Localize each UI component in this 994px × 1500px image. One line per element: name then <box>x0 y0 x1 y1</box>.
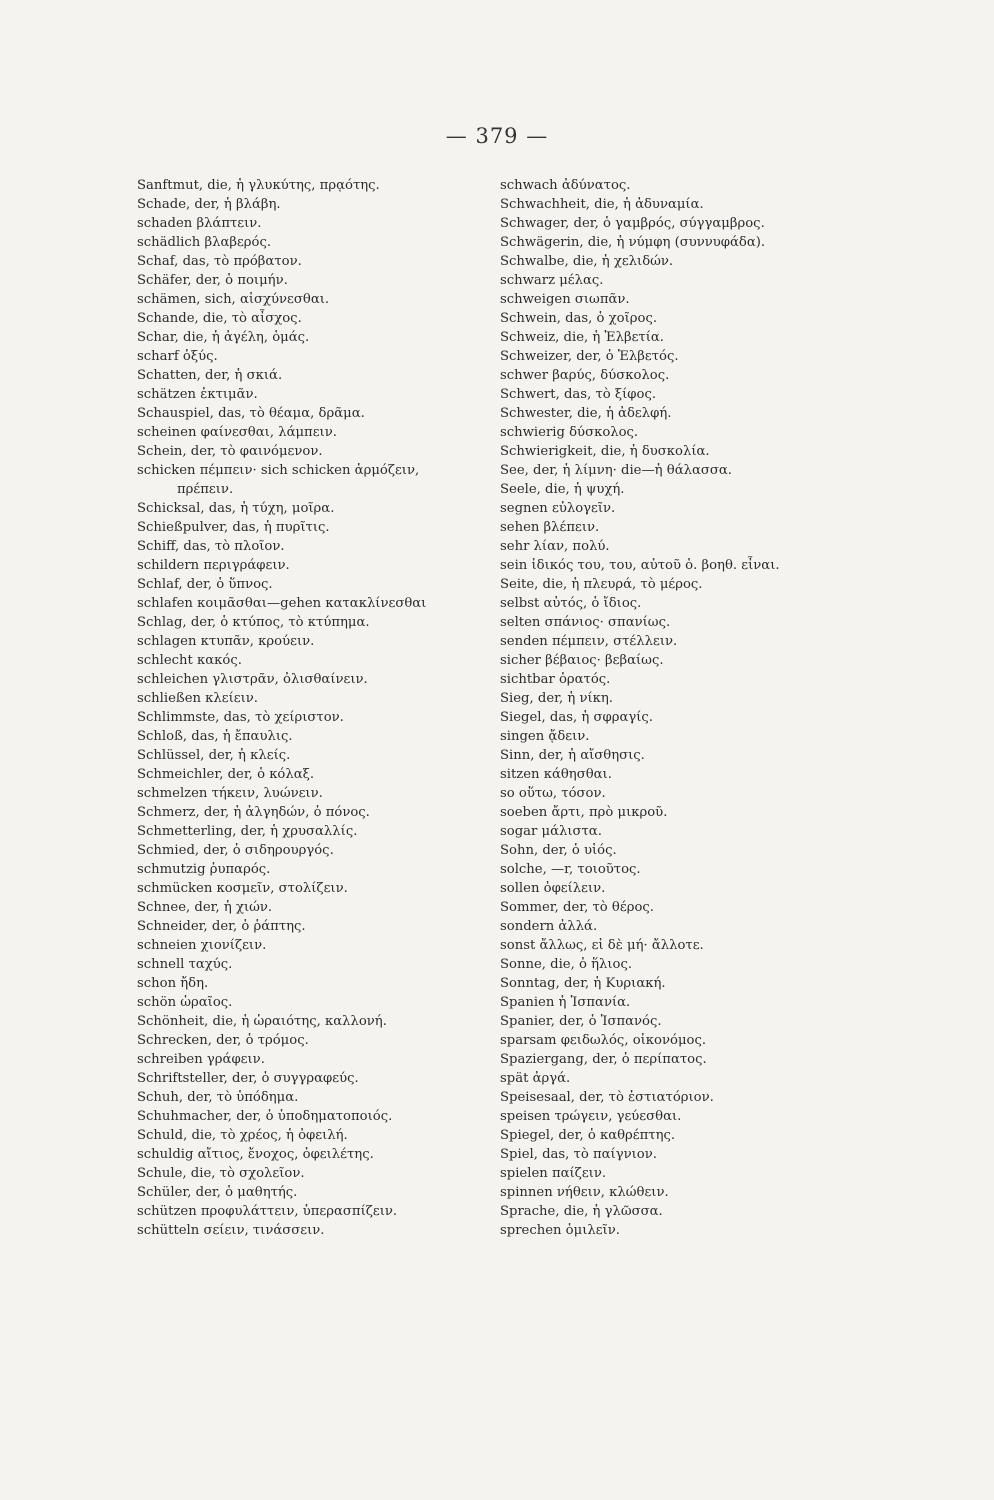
dictionary-entry: Schweiz, die, ἡ Ἑλβετία. <box>500 330 664 345</box>
dictionary-entry: Seele, die, ἡ ψυχή. <box>500 482 625 497</box>
dictionary-entry: See, der, ἡ λίμνη· die—ἡ θάλασσα. <box>500 463 732 478</box>
dictionary-entry: Schäfer, der, ὁ ποιμήν. <box>137 273 288 288</box>
dictionary-entry: Speisesaal, der, τὸ ἑστιατόριον. <box>500 1090 714 1105</box>
dictionary-entry: singen ᾄδειν. <box>500 729 590 744</box>
dictionary-entry: Schwalbe, die, ἡ χελιδών. <box>500 254 674 269</box>
dictionary-entry: Sieg, der, ἡ νίκη. <box>500 691 613 706</box>
dictionary-entry: sonst ἄλλως, εἰ δὲ μή· ἄλλοτε. <box>500 938 704 953</box>
dictionary-entry: sicher βέβαιος· βεβαίως. <box>500 653 664 668</box>
dictionary-entry: Schönheit, die, ἡ ὡραιότης, καλλονή. <box>137 1014 387 1029</box>
dictionary-entry: Schloß, das, ἡ ἔπαυλις. <box>137 729 293 744</box>
dictionary-entry: Schneider, der, ὁ ῥάπτης. <box>137 919 306 934</box>
dictionary-entry: Schicksal, das, ἡ τύχη, μοῖρα. <box>137 501 335 516</box>
dictionary-entry: Schande, die, τὸ αἶσχος. <box>137 311 302 326</box>
dictionary-entry: Spiel, das, τὸ παίγνιον. <box>500 1147 657 1162</box>
dictionary-entry: Schauspiel, das, τὸ θέαμα, δρᾶμα. <box>137 406 365 421</box>
dictionary-entry: schmücken κοσμεῖν, στολίζειν. <box>137 881 348 896</box>
dictionary-entry: Schwager, der, ὁ γαμβρός, σύγγαμβρος. <box>500 216 765 231</box>
dictionary-entry: Schmerz, der, ἡ ἀλγηδών, ὁ πόνος. <box>137 805 370 820</box>
dictionary-entry: schämen, sich, αἰσχύνεσθαι. <box>137 292 330 307</box>
dictionary-entry: Schuh, der, τὸ ὑπόδημα. <box>137 1090 299 1105</box>
dictionary-entry: schlafen κοιμᾶσθαι—gehen κατακλίνεσθαι <box>137 596 427 611</box>
dictionary-entry: Sonne, die, ὁ ἥλιος. <box>500 957 633 972</box>
dictionary-entry: Schwester, die, ἡ ἀδελφή. <box>500 406 672 421</box>
dictionary-entry: sollen ὀφείλειν. <box>500 881 606 896</box>
dictionary-entry: schmutzig ῥυπαρός. <box>137 862 271 877</box>
dictionary-entry: Schaf, das, τὸ πρόβατον. <box>137 254 302 269</box>
dictionary-entry: schneien χιονίζειν. <box>137 938 267 953</box>
dictionary-entry: selten σπάνιος· σπανίως. <box>500 615 671 630</box>
dictionary-entry: sogar μάλιστα. <box>500 824 602 839</box>
dictionary-entry: schwierig δύσκολος. <box>500 425 639 440</box>
dictionary-entry: Schlaf, der, ὁ ὕπνος. <box>137 577 273 592</box>
dictionary-entry: Schmied, der, ὁ σιδηρουργός. <box>137 843 334 858</box>
dictionary-entry: schützen προφυλάττειν, ὑπερασπίζειν. <box>137 1204 398 1219</box>
dictionary-entry: schlecht κακός. <box>137 653 242 668</box>
dictionary-entry: Schmetterling, der, ἡ χρυσαλλίς. <box>137 824 358 839</box>
dictionary-entry: Schwachheit, die, ἡ ἀδυναμία. <box>500 197 704 212</box>
dictionary-entry: sehen βλέπειν. <box>500 520 600 535</box>
dictionary-entry: Sohn, der, ὁ υἱός. <box>500 843 617 858</box>
dictionary-entry: Schiff, das, τὸ πλοῖον. <box>137 539 285 554</box>
dictionary-entry: spinnen νήθειν, κλώθειν. <box>500 1185 669 1200</box>
dictionary-entry: Sinn, der, ἡ αἴσθησις. <box>500 748 645 763</box>
dictionary-entry: segnen εὐλογεῖν. <box>500 501 616 516</box>
dictionary-entry: soeben ἄρτι, πρὸ μικροῦ. <box>500 805 668 820</box>
dictionary-entry: Schießpulver, das, ἡ πυρῖτις. <box>137 520 330 535</box>
dictionary-entry: Spanier, der, ὁ Ἱσπανός. <box>500 1014 662 1029</box>
dictionary-entry: Seite, die, ἡ πλευρά, τὸ μέρος. <box>500 577 703 592</box>
dictionary-entry: speisen τρώγειν, γεύεσθαι. <box>500 1109 682 1124</box>
dictionary-entry: sprechen ὁμιλεῖν. <box>500 1223 620 1238</box>
dictionary-entry: selbst αὐτός, ὁ ἴδιος. <box>500 596 642 611</box>
dictionary-entry: Schwert, das, τὸ ξίφος. <box>500 387 657 402</box>
dictionary-entry: spielen παίζειν. <box>500 1166 607 1181</box>
dictionary-entry: Sprache, die, ἡ γλῶσσα. <box>500 1204 663 1219</box>
dictionary-entry: senden πέμπειν, στέλλειν. <box>500 634 678 649</box>
dictionary-entry-continuation: πρέπειν. <box>177 482 234 497</box>
dictionary-entry: Schweizer, der, ὁ Ἑλβετός. <box>500 349 679 364</box>
dictionary-entry: schwach ἀδύνατος. <box>500 178 631 193</box>
dictionary-entry: schildern περιγράφειν. <box>137 558 290 573</box>
dictionary-entry: Siegel, das, ἡ σφραγίς. <box>500 710 653 725</box>
dictionary-entry: schreiben γράφειν. <box>137 1052 265 1067</box>
dictionary-entry: Schlimmste, das, τὸ χείριστον. <box>137 710 344 725</box>
dictionary-entry: Schlag, der, ὁ κτύπος, τὸ κτύπημα. <box>137 615 370 630</box>
left-column <box>137 176 493 1240</box>
dictionary-entry: scharf ὀξύς. <box>137 349 218 364</box>
dictionary-entry: sehr λίαν, πολύ. <box>500 539 610 554</box>
dictionary-entry: Sanftmut, die, ἡ γλυκύτης, πρᾳότης. <box>137 178 380 193</box>
dictionary-entry: schädlich βλαβερός. <box>137 235 272 250</box>
dictionary-entry: spät ἀργά. <box>500 1071 571 1086</box>
dictionary-entry: Schwägerin, die, ἡ νύμφη (συννυφάδα). <box>500 235 766 250</box>
dictionary-entry: Schade, der, ἡ βλάβη. <box>137 197 281 212</box>
dictionary-entry: schaden βλάπτειν. <box>137 216 262 231</box>
dictionary-entry: Schüler, der, ὁ μαθητής. <box>137 1185 298 1200</box>
dictionary-entry: schweigen σιωπᾶν. <box>500 292 630 307</box>
page-number: — 379 — <box>445 124 549 148</box>
dictionary-entry: schleichen γλιστρᾶν, ὀλισθαίνειν. <box>137 672 368 687</box>
dictionary-entry: Schuhmacher, der, ὁ ὑποδηματοποιός. <box>137 1109 393 1124</box>
dictionary-entry: schnell ταχύς. <box>137 957 233 972</box>
dictionary-entry: Schwein, das, ὁ χοῖρος. <box>500 311 658 326</box>
dictionary-entry: Schrecken, der, ὁ τρόμος. <box>137 1033 309 1048</box>
dictionary-entry: sein ἰδικός του, του, αὐτοῦ ὁ. βοηθ. εἶναι. <box>500 558 780 573</box>
dictionary-entry: schön ὡραῖος. <box>137 995 233 1010</box>
dictionary-entry: schon ἤδη. <box>137 976 209 991</box>
dictionary-entry: schütteln σείειν, τινάσσειν. <box>137 1223 325 1238</box>
dictionary-entry: Schein, der, τὸ φαινόμενον. <box>137 444 323 459</box>
dictionary-entry: schuldig αἴτιος, ἔνοχος, ὀφειλέτης. <box>137 1147 374 1162</box>
dictionary-entry: Schule, die, τὸ σχολεῖον. <box>137 1166 305 1181</box>
dictionary-entry: schätzen ἐκτιμᾶν. <box>137 387 258 402</box>
dictionary-entry: schließen κλείειν. <box>137 691 258 706</box>
dictionary-entry: sitzen κάθησθαι. <box>500 767 612 782</box>
dictionary-entry: schlagen κτυπᾶν, κρούειν. <box>137 634 315 649</box>
dictionary-entry: Schar, die, ἡ ἀγέλη, ὁμάς. <box>137 330 310 345</box>
dictionary-entry: sondern ἀλλά. <box>500 919 598 934</box>
dictionary-entry: Spaziergang, der, ὁ περίπατος. <box>500 1052 707 1067</box>
dictionary-entry: sichtbar ὁρατός. <box>500 672 611 687</box>
dictionary-entry: schicken πέμπειν· sich schicken ἁρμόζειν, <box>137 463 420 478</box>
dictionary-entry: schwer βαρύς, δύσκολος. <box>500 368 670 383</box>
dictionary-entry: schmelzen τήκειν, λυώνειν. <box>137 786 323 801</box>
dictionary-entry: Sommer, der, τὸ θέρος. <box>500 900 654 915</box>
dictionary-entry: scheinen φαίνεσθαι, λάμπειν. <box>137 425 337 440</box>
dictionary-entry: Spiegel, der, ὁ καθρέπτης. <box>500 1128 676 1143</box>
dictionary-entry: Schnee, der, ἡ χιών. <box>137 900 273 915</box>
dictionary-entry: solche, —r, τοιοῦτος. <box>500 862 641 877</box>
dictionary-entry: Sonntag, der, ἡ Κυριακή. <box>500 976 666 991</box>
dictionary-entry: Schwierigkeit, die, ἡ δυσκολία. <box>500 444 710 459</box>
dictionary-entry: Schriftsteller, der, ὁ συγγραφεύς. <box>137 1071 359 1086</box>
dictionary-entry: Spanien ἡ Ἱσπανία. <box>500 995 631 1010</box>
dictionary-entry: sparsam φειδωλός, οἰκονόμος. <box>500 1033 707 1048</box>
dictionary-entry: Schlüssel, der, ἡ κλείς. <box>137 748 291 763</box>
right-column <box>500 176 860 1240</box>
dictionary-entry: Schmeichler, der, ὁ κόλαξ. <box>137 767 315 782</box>
dictionary-entry: schwarz μέλας. <box>500 273 604 288</box>
dictionary-entry: Schuld, die, τὸ χρέος, ἡ ὀφειλή. <box>137 1128 348 1143</box>
dictionary-entry: so οὕτω, τόσον. <box>500 786 606 801</box>
dictionary-entry: Schatten, der, ἡ σκιά. <box>137 368 283 383</box>
